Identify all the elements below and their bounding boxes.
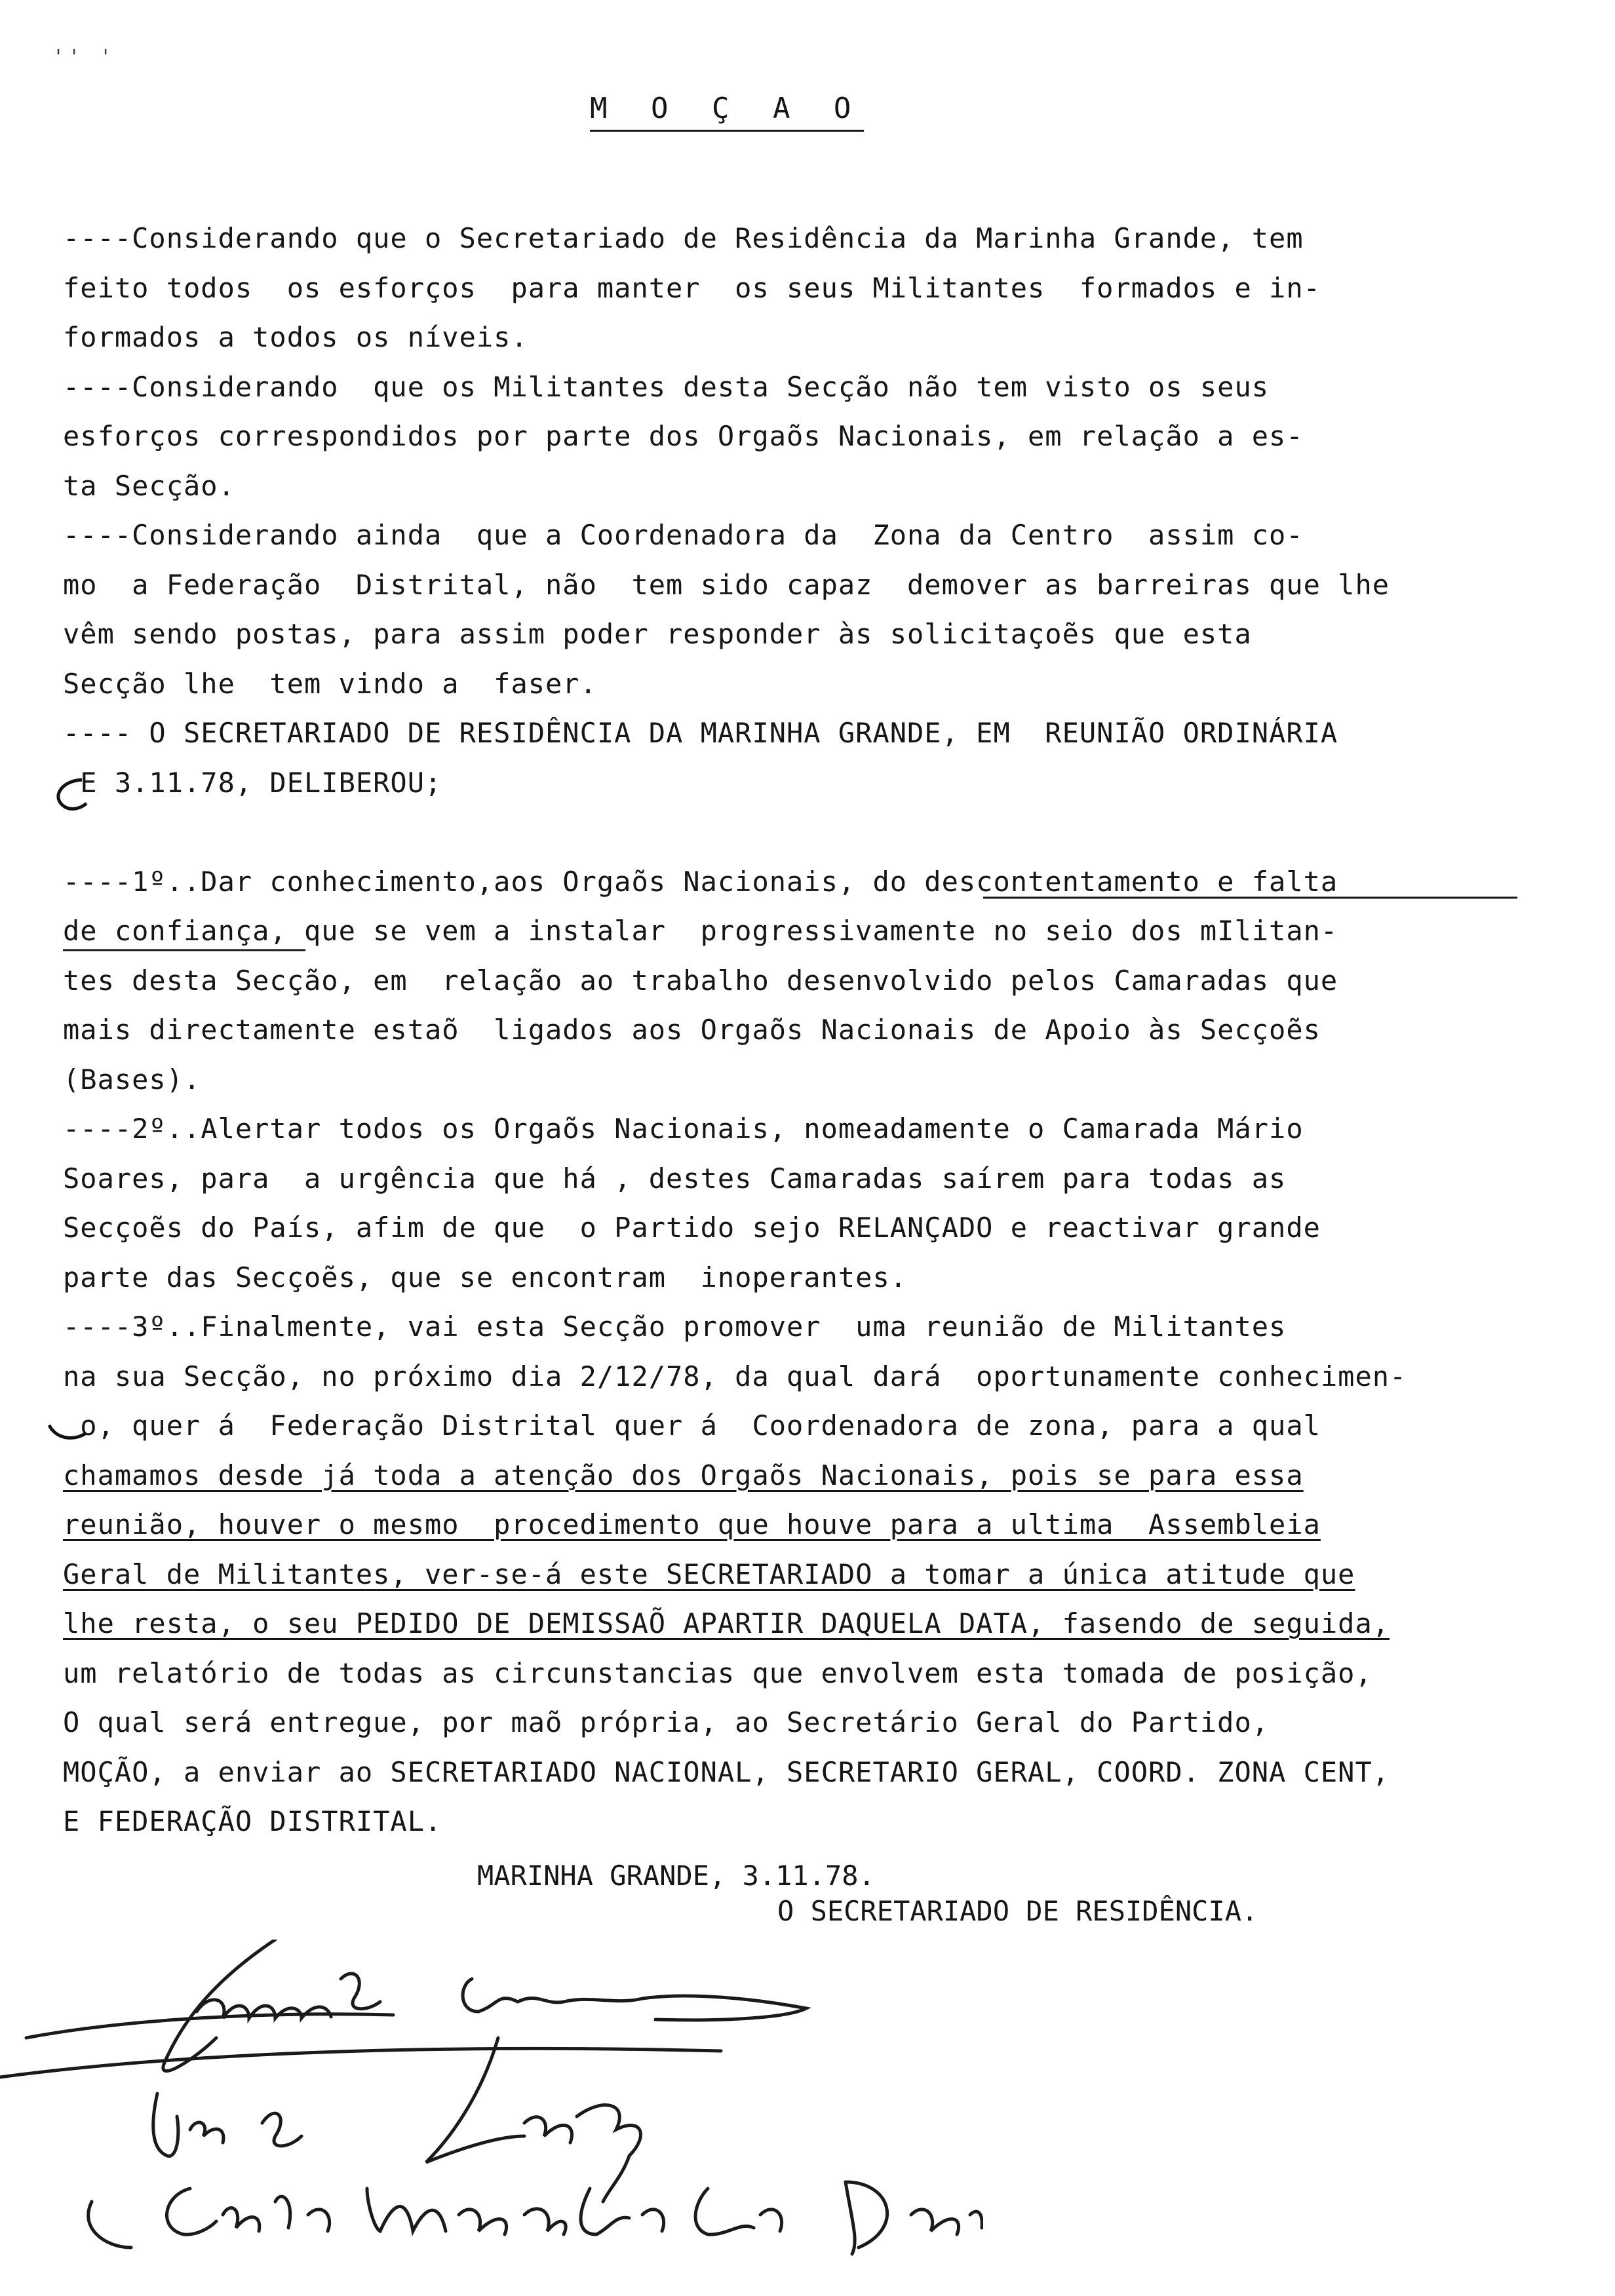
- body-line: MOÇÃO, a enviar ao SECRETARIADO NACIONAL, SECRETARIO GERAL, COORD. ZONA CENT,: [63, 1755, 1390, 1788]
- body-line: feito todos os esforços para manter os seus Militantes formados e in-: [63, 271, 1321, 304]
- body-line: mo a Federação Distrital, não tem sido capaz demover as barreiras que lhe: [63, 568, 1390, 601]
- body-line: mais directamente estaõ ligados aos Orgaõs Nacionais de Apoio às Secçoẽs: [63, 1014, 1321, 1046]
- body-line: ----Considerando que o Secretariado de Residência da Marinha Grande, tem: [63, 222, 1304, 254]
- body-line-blank: [63, 807, 1590, 857]
- margin-mark-icon: [46, 1415, 92, 1455]
- body-line: Soares, para a urgência que há , destes Camaradas saírem para todas as: [63, 1162, 1287, 1195]
- body-line-underlined: lhe resta, o seu PEDIDO DE DEMISSAÕ APARTIR DAQUELA DATA, fasendo de seguida,: [63, 1607, 1390, 1639]
- underline-mark: [63, 947, 312, 953]
- document-body: [63, 214, 1590, 1846]
- body-line: O qual será entregue, por maõ própria, ao Secretário Geral do Partido,: [63, 1706, 1270, 1738]
- underline-mark: [983, 894, 1521, 901]
- body-line: um relatório de todas as circunstancias que envolvem esta tomada de posição,: [63, 1656, 1372, 1689]
- corner-marks: '' ': [52, 46, 116, 69]
- body-line: ---- O SECRETARIADO DE RESIDÊNCIA DA MARINHA GRANDE, EM REUNIÃO ORDINÁRIA: [63, 717, 1338, 749]
- body-line: tes desta Secção, em relação ao trabalho desenvolvido pelos Camaradas que: [63, 964, 1338, 997]
- body-line: (Bases).: [63, 1063, 201, 1096]
- body-line: ----3º..Finalmente, vai esta Secção promover uma reunião de Militantes: [63, 1311, 1287, 1343]
- body-line: Secção lhe tem vindo a faser.: [63, 667, 597, 700]
- body-line: E 3.11.78, DELIBEROU;: [63, 766, 442, 799]
- body-line: ----2º..Alertar todos os Orgaõs Nacionais, nomeadamente o Camarada Mário: [63, 1113, 1304, 1145]
- body-line: Secçoẽs do País, afim de que o Partido sejo RELANÇADO e reactivar grande: [63, 1212, 1321, 1244]
- body-line: ta Secção.: [63, 469, 235, 502]
- body-line-underlined: chamamos desde já toda a atenção dos Orgaõs Nacionais, pois se para essa: [63, 1459, 1304, 1491]
- signatory-line: O SECRETARIADO DE RESIDÊNCIA.: [777, 1895, 1258, 1927]
- body-line: esforços correspondidos por parte dos Orgaõs Nacionais, em relação a es-: [63, 420, 1304, 452]
- body-line: ----Considerando que os Militantes desta Secção não tem visto os seus: [63, 370, 1270, 403]
- body-line: ----1º..Dar conhecimento,aos Orgaõs Nacionais, do descontentamento e falta: [63, 865, 1338, 898]
- body-line: na sua Secção, no próximo dia 2/12/78, da qual dará oportunamente conhecimen-: [63, 1360, 1407, 1392]
- place-date: MARINHA GRANDE, 3.11.78.: [477, 1860, 875, 1892]
- body-line-underlined: Geral de Militantes, ver-se-á este SECRETARIADO a tomar a única atitude que: [63, 1558, 1355, 1590]
- handwritten-signatures-icon: [0, 1940, 983, 2267]
- margin-mark-icon: [46, 773, 92, 819]
- body-line: E FEDERAÇÃO DISTRITAL.: [63, 1805, 442, 1837]
- document-title: M O Ç A O: [590, 90, 864, 132]
- body-line-underlined: reunião, houver o mesmo procedimento que houve para a ultima Assembleia: [63, 1508, 1321, 1540]
- body-line: ----Considerando ainda que a Coordenadora da Zona da Centro assim co-: [63, 519, 1304, 551]
- body-line: o, quer á Federação Distrital quer á Coordenadora de zona, para a qual: [63, 1409, 1321, 1442]
- body-line: vêm sendo postas, para assim poder responder às solicitaçoẽs que esta: [63, 618, 1252, 650]
- body-line: formados a todos os níveis.: [63, 321, 528, 353]
- body-line: de confiança, que se vem a instalar progressivamente no seio dos mIlitan-: [63, 915, 1338, 947]
- body-line: parte das Secçoẽs, que se encontram inoperantes.: [63, 1261, 908, 1293]
